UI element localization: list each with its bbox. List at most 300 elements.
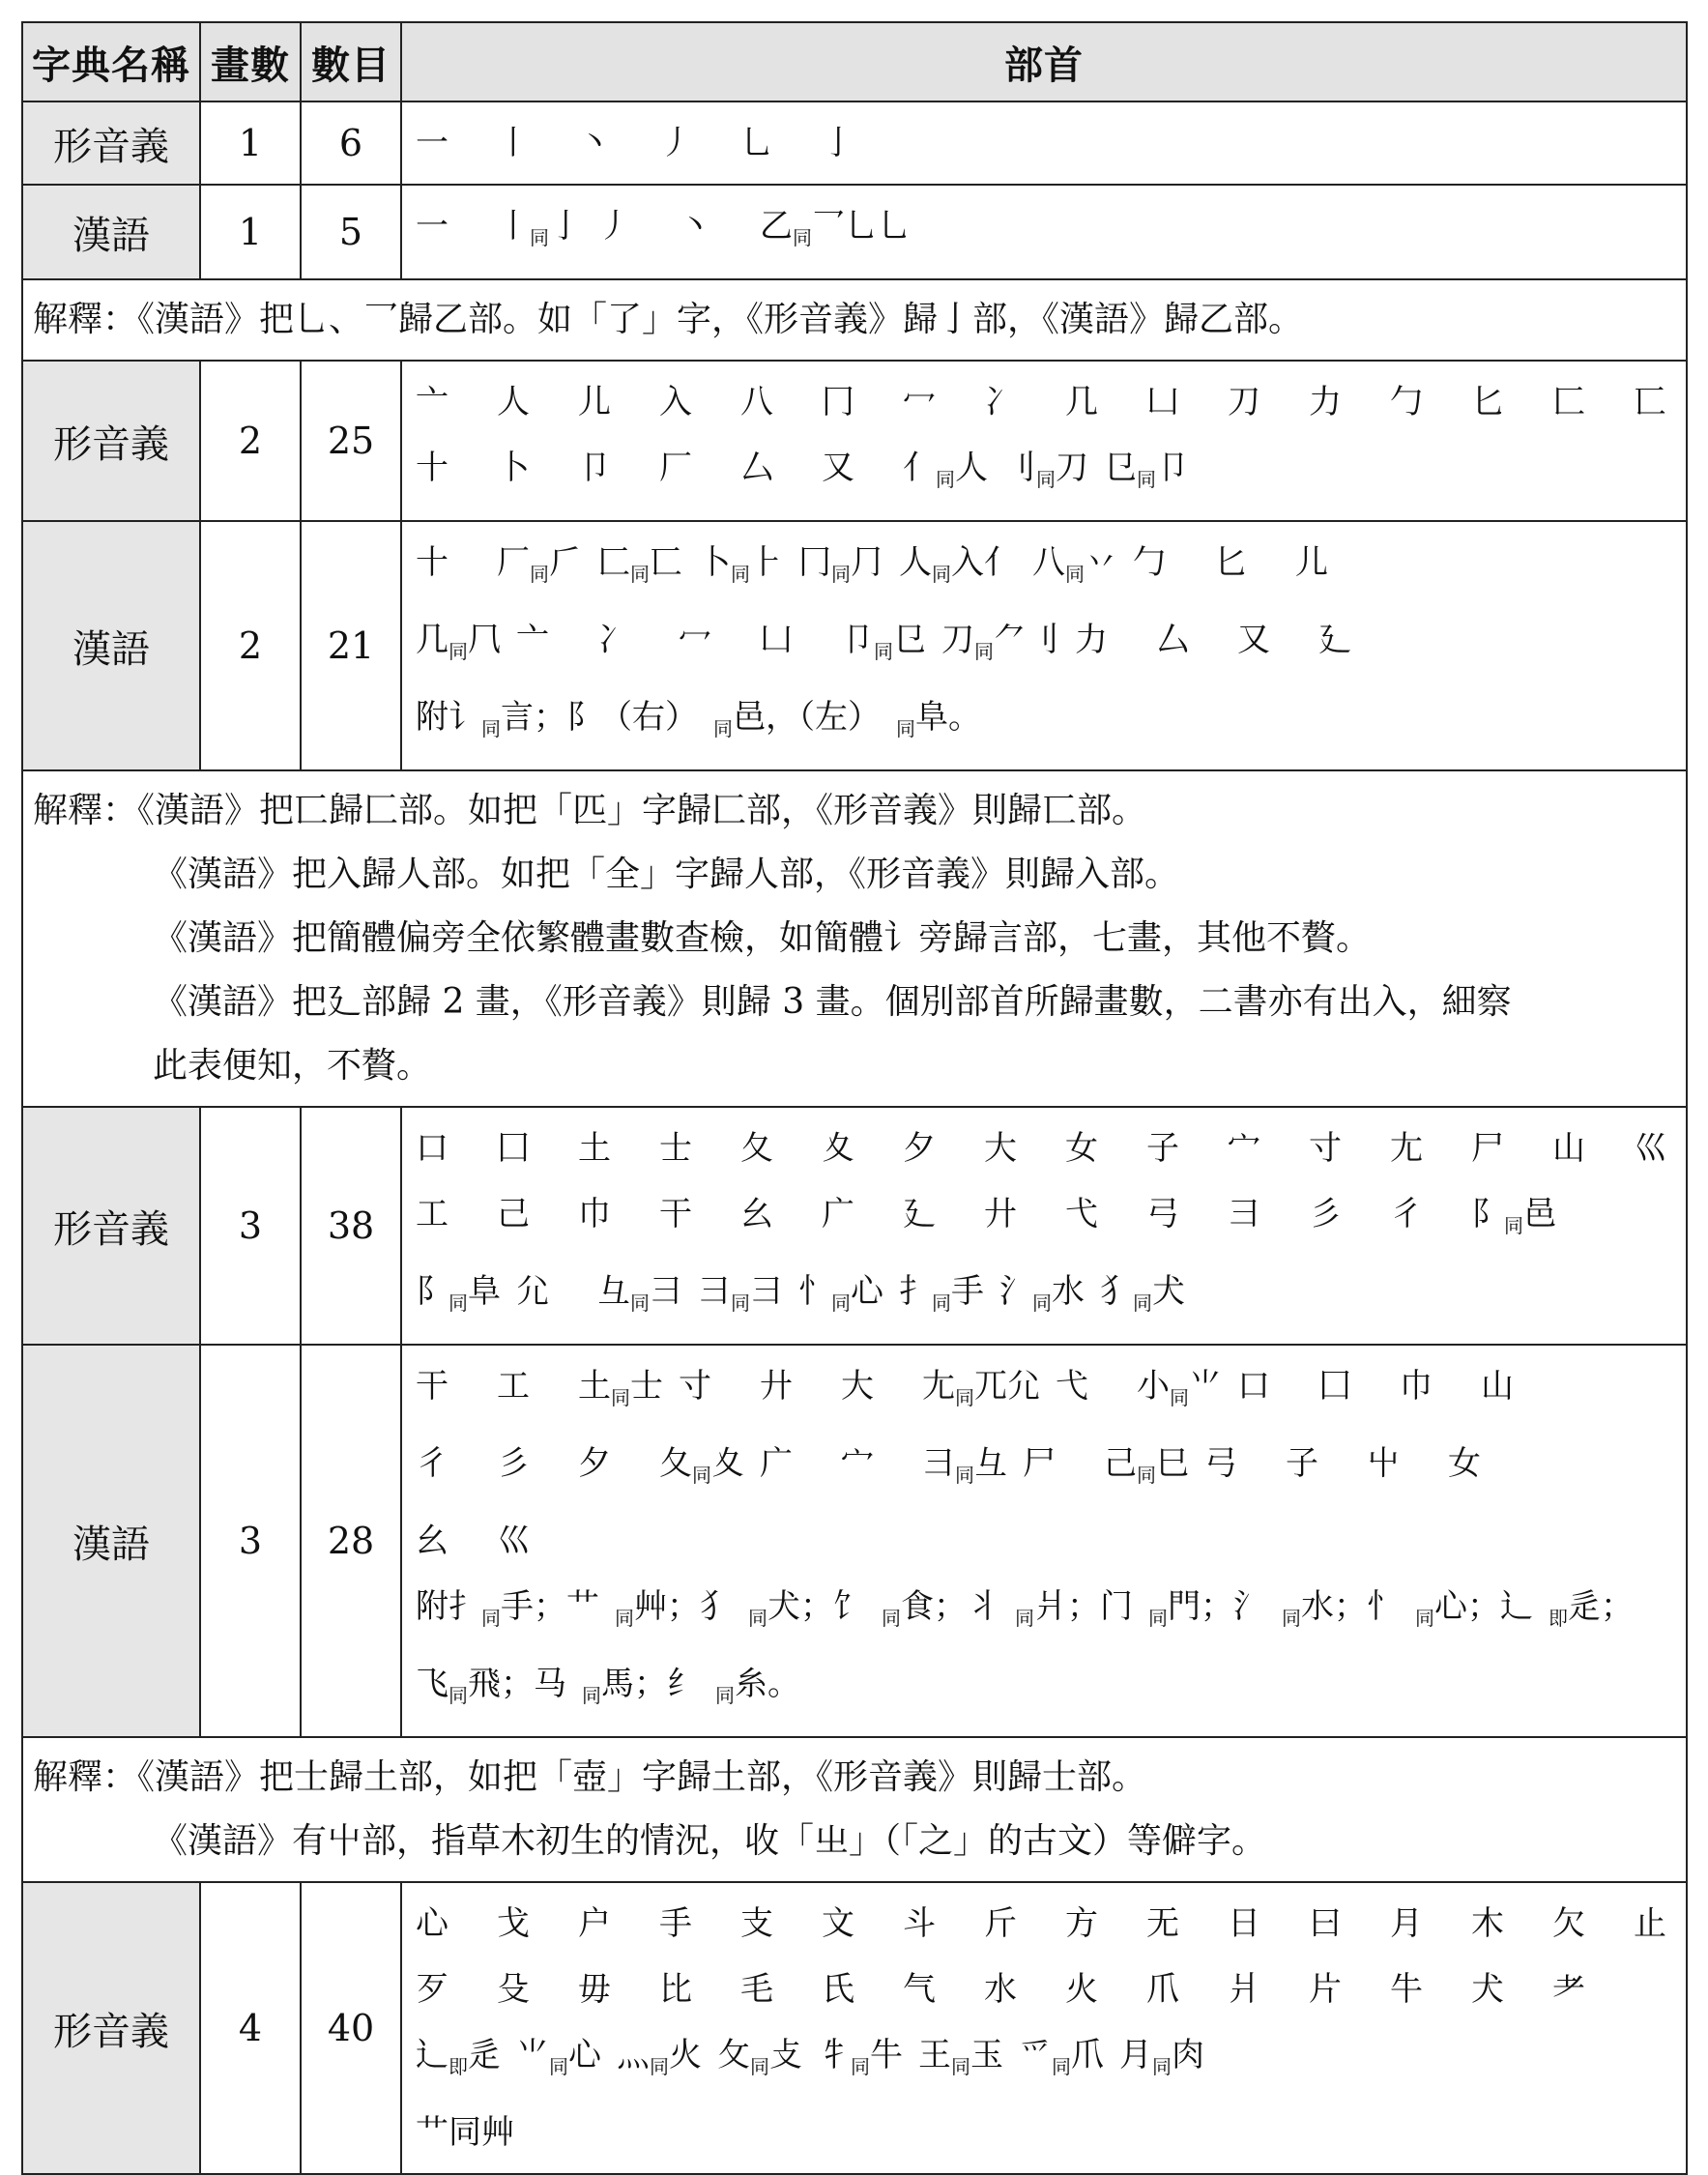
variant-marker: 同 <box>650 2055 669 2078</box>
radical-glyph: 刀 <box>941 621 974 659</box>
radicals-cell <box>401 1107 1687 1345</box>
radical-line <box>416 684 1674 762</box>
radical-item <box>497 193 582 271</box>
radical-glyph: 力 <box>1309 383 1342 421</box>
radical-glyph: 子 <box>1286 1444 1318 1483</box>
radical-glyph: 艹同艸 <box>416 2113 514 2152</box>
radical-line <box>416 1574 1674 1651</box>
radical-count-cell: 38 <box>301 1107 401 1345</box>
radical-glyph: 尸 <box>1023 1444 1056 1483</box>
radicals-cell <box>401 1345 1687 1737</box>
dictionary-name-cell: 形音義 <box>22 102 200 185</box>
radical-variant: 亅 <box>549 207 582 246</box>
variant-marker: 同 <box>1415 1607 1434 1630</box>
radical-item <box>984 1891 1050 1957</box>
radical-glyph: 卜 <box>497 449 530 487</box>
radicals-cell <box>401 521 1687 770</box>
radical-item <box>1075 607 1141 673</box>
radical-variant: 爿；门 <box>1034 1587 1133 1626</box>
radical-variant: ⺌ <box>1189 1367 1222 1406</box>
variant-marker: 同 <box>449 1684 468 1707</box>
radical-item <box>740 1116 806 1181</box>
variant-marker: 同 <box>955 1464 974 1487</box>
radical-line <box>416 1651 1674 1728</box>
variant-marker: 同 <box>630 563 650 586</box>
radical-item <box>1549 1574 1634 1651</box>
radical-item <box>882 1574 999 1651</box>
radical-glyph: 灬 <box>617 2036 650 2074</box>
radical-glyph: 欠 <box>1552 1904 1585 1943</box>
radical-glyph: 卜 <box>698 543 731 582</box>
radical-glyph: 气 <box>903 1970 936 2009</box>
radical-variant: 阜。 <box>915 698 981 737</box>
variant-marker: 同 <box>1015 1607 1034 1630</box>
radical-item <box>1015 1574 1133 1651</box>
radical-glyph: 匚 <box>1552 383 1585 421</box>
radical-item <box>1146 1181 1212 1247</box>
radical-glyph: 山 <box>1552 1129 1585 1168</box>
variant-marker: 同 <box>1052 2055 1071 2078</box>
radical-glyph: 止 <box>1634 1904 1666 1943</box>
explanation-line: 解釋：《漢語》把匸歸匚部。如把「匹」字歸匚部，《形音義》則歸匸部。 <box>33 791 1147 830</box>
radical-item <box>1390 1891 1456 1957</box>
radical-item <box>416 110 481 176</box>
table-body <box>22 102 1687 2174</box>
radical-item <box>497 110 563 176</box>
radical-item <box>941 607 1059 684</box>
radical-glyph: 爫 <box>1019 2036 1052 2074</box>
radical-item <box>1286 1431 1351 1496</box>
radicals-cell <box>401 102 1687 185</box>
radical-variant: 人 <box>955 449 988 487</box>
radical-glyph: 又 <box>1237 621 1270 659</box>
radical-glyph: 方 <box>1065 1904 1098 1943</box>
radical-variant: ⺆ <box>851 543 883 582</box>
explanation-line: 此表便知，不贅。 <box>153 1046 432 1086</box>
radical-variant: ⺈刂 <box>994 621 1059 659</box>
variant-marker: 同 <box>1152 2055 1172 2078</box>
radical-item <box>822 435 887 501</box>
radical-glyph: 弋 <box>1065 1195 1098 1233</box>
radical-item <box>416 1259 501 1336</box>
radical-glyph: 干 <box>416 1367 449 1406</box>
radical-variant: 肉 <box>1172 2036 1204 2074</box>
radical-item <box>1137 1353 1222 1431</box>
radical-glyph: 耂 <box>1552 1970 1585 2009</box>
radical-glyph: 飞 <box>416 1665 449 1703</box>
radical-variant: 攴 <box>769 2036 802 2074</box>
dictionary-name-cell: 形音義 <box>22 1107 200 1345</box>
radical-glyph: 八 <box>1032 543 1065 582</box>
variant-marker: 同 <box>481 1607 501 1630</box>
radical-glyph: 彐 <box>1228 1195 1260 1233</box>
radical-line <box>416 193 1674 271</box>
radical-variant: 匸 <box>650 543 682 582</box>
radical-item <box>740 1181 806 1247</box>
radical-item <box>984 369 1050 435</box>
radical-item <box>1104 1431 1189 1508</box>
radical-glyph: 士 <box>659 1129 692 1168</box>
radical-glyph: 屮 <box>1367 1444 1400 1483</box>
radical-item <box>416 530 481 595</box>
radical-glyph: 冖 <box>903 383 936 421</box>
explanation-line: 解釋：《漢語》把乚、乛歸乙部。如「了」字，《形音義》歸亅部，《漢語》歸乙部。 <box>33 300 1304 339</box>
variant-marker: 即 <box>449 2055 468 2078</box>
radical-line <box>416 1181 1674 1259</box>
radical-item <box>1552 369 1618 435</box>
radical-item <box>922 1353 1040 1431</box>
radical-item <box>1023 1431 1088 1496</box>
radical-item <box>1228 1891 1293 1957</box>
variant-marker: 同 <box>449 1291 468 1315</box>
radical-item <box>416 435 481 501</box>
radical-glyph: 工 <box>497 1367 530 1406</box>
explanation-line: 《漢語》把廴部歸 2 畫，《形音義》則歸 3 畫。個別部首所歸畫數，二書亦有出入，細察 <box>153 982 1512 1022</box>
radical-glyph: 廾 <box>984 1195 1017 1233</box>
explanation-line: 《漢語》把簡體偏旁全依繁體畫數查檢，如簡體讠旁歸言部，七畫，其他不贅。 <box>153 918 1372 958</box>
radical-item <box>1309 1116 1375 1181</box>
radical-glyph: 寸 <box>679 1367 711 1406</box>
radical-glyph: 弓 <box>1146 1195 1179 1233</box>
radical-glyph: 己 <box>1104 1444 1137 1483</box>
radical-line <box>416 1116 1674 1181</box>
radical-item <box>1471 1957 1537 2022</box>
radical-glyph: 弋 <box>1056 1367 1088 1406</box>
variant-marker: 同 <box>481 717 501 740</box>
radical-glyph: 月 <box>1390 1904 1423 1943</box>
radical-glyph: 幺 <box>416 1522 449 1560</box>
radical-item <box>416 369 481 435</box>
radical-glyph: 牛 <box>1390 1970 1423 2009</box>
radical-glyph: 彡 <box>1309 1195 1342 1233</box>
radical-item <box>497 1431 563 1496</box>
radical-glyph: 幺 <box>740 1195 773 1233</box>
radical-glyph: 干 <box>659 1195 692 1233</box>
radical-item <box>841 1353 907 1419</box>
variant-marker: 同 <box>936 468 955 491</box>
radical-item <box>416 607 501 684</box>
variant-marker: 同 <box>449 640 468 663</box>
radical-glyph: 一 <box>416 207 449 246</box>
radical-glyph: 巾 <box>578 1195 611 1233</box>
radical-glyph: 牜 <box>818 2036 851 2074</box>
radical-item <box>659 1431 744 1508</box>
variant-marker: 即 <box>1549 1607 1568 1630</box>
radical-item <box>497 530 582 607</box>
radical-glyph: 冫 <box>984 383 1017 421</box>
radical-item <box>748 1574 866 1651</box>
note-row <box>22 770 1687 1107</box>
radical-count-cell: 25 <box>301 361 401 521</box>
radical-item <box>717 2022 802 2100</box>
radical-item <box>984 1116 1050 1181</box>
radical-variant: 彐 <box>750 1272 783 1311</box>
radical-glyph: 寸 <box>1309 1129 1342 1168</box>
radical-variant: 夊 <box>711 1444 744 1483</box>
radical-glyph: 子 <box>1146 1129 1179 1168</box>
table-row <box>22 185 1687 279</box>
radical-glyph: 厶 <box>740 449 773 487</box>
radical-table <box>21 21 1688 2175</box>
radical-item <box>1390 1116 1456 1181</box>
dictionary-name-cell: 漢語 <box>22 185 200 279</box>
radical-glyph: 彳 <box>416 1444 449 1483</box>
radical-variant: 糸。 <box>735 1665 800 1703</box>
radical-item <box>597 193 663 259</box>
variant-marker: 同 <box>831 1291 851 1315</box>
radical-item <box>1146 1957 1212 2022</box>
radical-glyph: 火 <box>1065 1970 1098 2009</box>
radical-glyph: 彡 <box>497 1444 530 1483</box>
radical-glyph: 片 <box>1309 1970 1342 2009</box>
radical-glyph: 宀 <box>841 1444 874 1483</box>
radical-glyph: 入 <box>659 383 692 421</box>
radical-item <box>903 1891 969 1957</box>
radical-item <box>597 530 682 607</box>
radical-glyph: 附扌 <box>416 1587 481 1626</box>
radical-glyph: 刂 <box>1003 449 1036 487</box>
radical-item <box>1065 1181 1131 1247</box>
radical-comparison-table <box>21 21 1688 2152</box>
radical-glyph: 冫 <box>597 621 630 659</box>
radical-item <box>903 435 988 512</box>
radical-variant: 彑 <box>974 1444 1007 1483</box>
radical-item <box>578 110 644 176</box>
radical-glyph: 八 <box>740 383 773 421</box>
radical-glyph: 爪 <box>1146 1970 1179 2009</box>
radical-variant: 邑 <box>1523 1195 1556 1233</box>
radical-item <box>659 1957 725 2022</box>
radical-glyph: 木 <box>1471 1904 1504 1943</box>
radical-glyph: 丶 <box>679 207 711 246</box>
radical-line <box>416 1508 1674 1574</box>
radical-variant: 𠂆 <box>549 543 582 582</box>
radical-item <box>416 2100 514 2165</box>
radical-item <box>416 1891 481 1957</box>
radical-glyph: 斗 <box>903 1904 936 1943</box>
radical-item <box>1400 1353 1465 1419</box>
radical-glyph: 小 <box>1137 1367 1170 1406</box>
radical-glyph: 月 <box>1119 2036 1152 2074</box>
radical-item <box>516 607 582 673</box>
radical-glyph: 大 <box>984 1129 1017 1168</box>
radical-item <box>1634 1891 1674 1957</box>
variant-marker: 同 <box>1133 1291 1152 1315</box>
radical-glyph: 尢 <box>1390 1129 1423 1168</box>
radical-glyph: ⺌ <box>516 2036 549 2074</box>
radical-item <box>578 1891 644 1957</box>
radical-glyph: 日 <box>1228 1904 1260 1943</box>
radical-variant: 心；辶 <box>1434 1587 1533 1626</box>
radical-item <box>578 435 644 501</box>
radical-glyph: 彑 <box>597 1272 630 1311</box>
radical-glyph: 彐 <box>698 1272 731 1311</box>
radical-item <box>416 1353 481 1419</box>
note-row <box>22 1737 1687 1882</box>
radical-glyph: 攵 <box>717 2036 750 2074</box>
radical-item <box>1003 435 1088 512</box>
radicals-cell <box>401 185 1687 279</box>
radical-item <box>597 1259 682 1336</box>
radical-glyph: 无 <box>1146 1904 1179 1943</box>
header-radicals: 部首 <box>401 22 1687 102</box>
radical-glyph: 厂 <box>497 543 530 582</box>
radical-item <box>679 607 744 673</box>
radical-variant: 犬；饣 <box>767 1587 866 1626</box>
radical-variant: 刀 <box>1056 449 1088 487</box>
radical-variant: 門；氵 <box>1168 1587 1266 1626</box>
radical-item <box>497 1957 563 2022</box>
variant-marker: 同 <box>974 640 994 663</box>
radical-item <box>822 110 887 176</box>
radical-item <box>1065 1891 1131 1957</box>
explanation-cell <box>22 770 1687 1107</box>
radical-item <box>578 1181 644 1247</box>
radical-item <box>1156 607 1222 673</box>
header-strokes: 畫數 <box>200 22 301 102</box>
radical-item <box>1119 2022 1204 2100</box>
radical-item <box>1056 1353 1121 1419</box>
radical-item <box>659 110 725 176</box>
explanation-cell <box>22 1737 1687 1882</box>
radical-item <box>822 1957 887 2022</box>
radical-line <box>416 110 1674 176</box>
radical-glyph: 爿 <box>1228 1970 1260 2009</box>
radical-item <box>713 684 881 762</box>
table-row <box>22 521 1687 770</box>
radical-glyph: 忄 <box>798 1272 831 1311</box>
radical-glyph: 冂 <box>822 383 854 421</box>
radical-item <box>497 1891 563 1957</box>
radical-glyph: 阝 <box>1471 1195 1504 1233</box>
variant-marker: 同 <box>549 2055 568 2078</box>
radicals-cell <box>401 1882 1687 2174</box>
radical-glyph: 山 <box>1481 1367 1514 1406</box>
radical-item <box>760 607 825 673</box>
header-row <box>22 22 1687 102</box>
radical-glyph: 一 <box>416 124 449 162</box>
radical-glyph: 扌 <box>899 1272 932 1311</box>
radical-item <box>1471 1181 1556 1259</box>
radical-glyph: 支 <box>740 1904 773 1943</box>
variant-marker: 同 <box>1137 1464 1156 1487</box>
radical-variant: 入亻 <box>951 543 1017 582</box>
radical-line <box>416 369 1674 435</box>
radical-item <box>1415 1574 1533 1651</box>
radical-item <box>659 1181 725 1247</box>
radical-item <box>1019 2022 1104 2100</box>
radical-item <box>1390 369 1456 435</box>
radical-glyph: 又 <box>822 449 854 487</box>
radical-item <box>1552 1116 1618 1181</box>
radical-line <box>416 2022 1674 2100</box>
radicals-cell <box>401 361 1687 521</box>
radical-glyph: 夂 <box>740 1129 773 1168</box>
radical-glyph: 廴 <box>903 1195 936 1233</box>
radical-variant: 丷 <box>1085 543 1117 582</box>
radical-glyph: 口 <box>416 1129 449 1168</box>
radical-glyph: 人 <box>899 543 932 582</box>
radical-item <box>578 1116 644 1181</box>
radical-item <box>1133 530 1199 595</box>
radical-glyph: 曰 <box>1309 1904 1342 1943</box>
variant-marker: 同 <box>615 1607 634 1630</box>
note-row <box>22 279 1687 361</box>
variant-marker: 同 <box>731 563 750 586</box>
radical-glyph: 卩 <box>841 621 874 659</box>
stroke-count-cell: 1 <box>200 102 301 185</box>
radical-variant: 食；丬 <box>901 1587 999 1626</box>
radical-item <box>1148 1574 1266 1651</box>
stroke-count-cell: 3 <box>200 1107 301 1345</box>
variant-marker: 同 <box>1137 468 1156 491</box>
explanation-line: 解釋：《漢語》把士歸土部，如把「壺」字歸土部，《形音義》則歸士部。 <box>33 1757 1147 1797</box>
radical-item <box>798 1259 883 1336</box>
radical-item <box>899 1259 984 1336</box>
radical-item <box>1065 1116 1131 1181</box>
variant-marker: 同 <box>851 2055 870 2078</box>
variant-marker: 同 <box>692 1464 711 1487</box>
explanation-line: 《漢語》有屮部，指草木初生的情況，收「㞢」（「之」的古文）等僻字。 <box>153 1821 1267 1861</box>
radical-glyph: 辶 <box>416 2036 449 2074</box>
radical-glyph: 乚 <box>740 124 773 162</box>
radical-variant: 卩 <box>1156 449 1189 487</box>
radical-item <box>760 1431 825 1496</box>
radical-line <box>416 1891 1674 1957</box>
variant-marker: 同 <box>530 226 549 249</box>
variant-marker: 同 <box>932 1291 951 1315</box>
radical-item <box>416 1181 481 1247</box>
radical-glyph: 女 <box>1448 1444 1481 1483</box>
explanation-cell <box>22 279 1687 361</box>
header-dict-name: 字典名稱 <box>22 22 200 102</box>
radical-item <box>760 1353 825 1419</box>
variant-marker: 同 <box>955 1386 974 1409</box>
radical-item <box>740 369 806 435</box>
radical-item <box>1237 607 1303 673</box>
radical-glyph: 囗 <box>1318 1367 1351 1406</box>
radical-glyph: 户 <box>578 1904 611 1943</box>
radical-variant: 牛 <box>870 2036 903 2074</box>
radical-variant: 邑，（左） <box>733 698 881 737</box>
radical-glyph: 尣 <box>516 1272 549 1311</box>
radical-glyph: 亻 <box>903 449 936 487</box>
radical-item <box>1228 1116 1293 1181</box>
radical-count-cell: 21 <box>301 521 401 770</box>
radical-glyph: 廴 <box>1318 621 1351 659</box>
variant-marker: 同 <box>715 1684 735 1707</box>
radical-item <box>578 1957 644 2022</box>
stroke-count-cell: 4 <box>200 1882 301 2174</box>
dictionary-name-cell: 形音義 <box>22 361 200 521</box>
radical-variant: 手；艹 <box>501 1587 599 1626</box>
radical-glyph: 戈 <box>497 1904 530 1943</box>
variant-marker: 同 <box>874 640 893 663</box>
radical-variant: 辵； <box>1568 1587 1634 1626</box>
radical-item <box>659 1891 725 1957</box>
radical-glyph: 尸 <box>1471 1129 1504 1168</box>
variant-marker: 同 <box>750 2055 769 2078</box>
radical-variant: 巳 <box>1156 1444 1189 1483</box>
radical-glyph: 人 <box>497 383 530 421</box>
variant-marker: 同 <box>1032 1291 1052 1315</box>
radical-item <box>922 1431 1007 1508</box>
radical-item <box>659 369 725 435</box>
radical-item <box>1065 369 1131 435</box>
radical-glyph: 十 <box>416 449 449 487</box>
variant-marker: 同 <box>1282 1607 1301 1630</box>
radical-glyph: 㔾 <box>1104 449 1137 487</box>
